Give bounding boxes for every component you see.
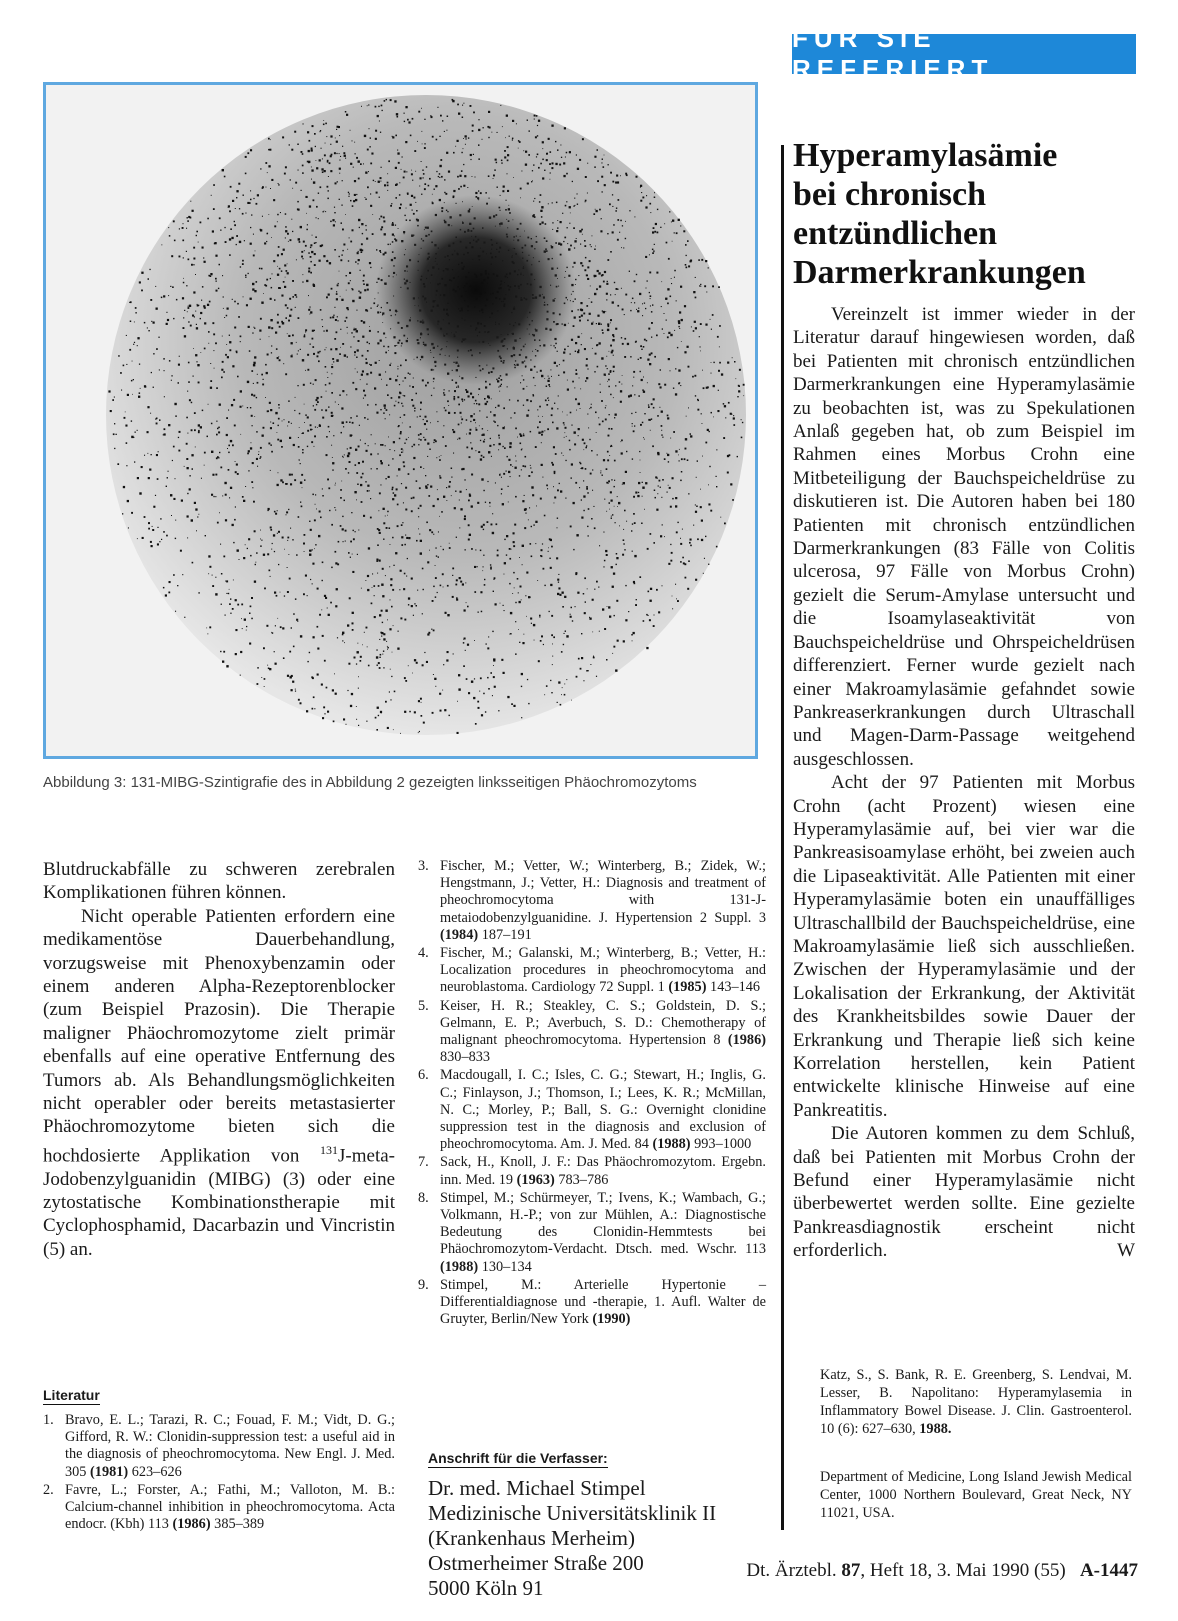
ref-text: Sack, H., Knoll, J. F.: Das Phäochromozytom. Ergebn. inn. Med. 19 [440, 1154, 766, 1188]
page-footer [600, 1560, 1138, 1582]
literature-list-left [43, 1412, 395, 1534]
ref-number: 2. [43, 1481, 54, 1498]
ref-year: (1988) [440, 1258, 479, 1275]
literature-item [418, 945, 766, 997]
isotope-superscript: 131 [320, 1142, 339, 1157]
ref-number: 7. [418, 1154, 429, 1171]
headline-line: entzündlichen [793, 215, 998, 252]
address-line: Ostmerheimer Straße 200 [428, 1551, 644, 1575]
ref-year: (1963) [516, 1171, 555, 1188]
body-paragraph-text: Nicht operable Patienten erfordern eine medikamentöse Dauerbehandlung, vorzugsweise mit Phenoxybenzamin oder einem anderen Alpha-Rezeptorenblocker (zum Beispiel Prazosin). Die Therapie maligner Phäochromozytome zielt primär ebenfalls auf eine operative Entfernung des Tumors ab. Als Behandlungsmöglichkeiten nicht operabler oder bereits metastasierter Phäochromozytome bieten sich die hochdosierte Applikation von [43, 905, 395, 1167]
ref-text: Bravo, E. L.; Tarazi, R. C.; Fouad, F. M.; Vidt, D. G.; Gifford, R. W.: Clonidin-suppression test: a useful aid in the diagnosis of pheochromocytoma. New Engl. J. Med. 305 [65, 1412, 395, 1480]
scintigraphy-figure [43, 82, 758, 759]
address-line: Medizinische Universitätsklinik II [428, 1501, 717, 1525]
ref-pages: 783–786 [554, 1171, 609, 1188]
ref-pages: 385–389 [210, 1516, 265, 1533]
left-column-body [43, 858, 395, 1261]
literature-item [418, 1067, 766, 1153]
reference-year: 1988. [919, 1421, 952, 1437]
ref-text: Fischer, M.; Vetter, W.; Winterberg, B.; Zidek, W.; Hengstmann, J.; Vetter, H.: Diagnosis and treatment of pheochromocytoma with 131-J-metaiodobenzylguanidine. J. Hypertension 2 Suppl. 3 [440, 858, 766, 926]
ref-text: Stimpel, M.: Arterielle Hypertonie – Differentialdiagnose und -therapie, 1. Aufl. Walter de Gruyter, Berlin/New York [440, 1276, 766, 1328]
article-headline [793, 136, 1138, 292]
literature-item [418, 1154, 766, 1188]
ref-pages: 130–134 [478, 1258, 532, 1275]
ref-number: 8. [418, 1189, 429, 1206]
ref-pages: 623–626 [128, 1463, 182, 1480]
ref-pages: 187–191 [478, 926, 532, 943]
ref-number: 1. [43, 1412, 54, 1428]
ref-number: 5. [418, 997, 429, 1014]
ref-year: (1985) [668, 979, 707, 996]
ref-year: (1986) [727, 1032, 766, 1049]
footer-volume: 87 [841, 1560, 861, 1581]
ref-text: Macdougall, I. C.; Isles, C. G.; Stewart, H.; Inglis, G. C.; Finlayson, J.; Thomson, I.; Lees, K. R.; McMillan, N. C.; Morley, P.; Ball, S. G.: Overnight clonidine suppression test in the diagnosis and exclusion of pheochromocytoma. Am. J. Med. 84 [440, 1067, 766, 1153]
article-paragraph-text: Die Autoren kommen zu dem Schluß, daß bei Patienten mit Morbus Crohn der Befund einer Hyperamylasämie nicht überbewertet werden sollte. Eine gezielte Pankreasdiagnostik erscheint nicht erforderlich. [793, 1123, 1135, 1262]
ref-text: Keiser, H. R.; Steakley, C. S.; Goldstein, D. S.; Gelmann, E. P.; Averbuch, S. D.: Chemotherapy of malignant pheochromocytoma. Hypertension 8 [440, 997, 766, 1049]
literature-item [418, 1190, 766, 1276]
ref-pages: 143–146 [706, 979, 761, 996]
reference-text: Katz, S., S. Bank, R. E. Greenberg, S. Lendvai, M. Lesser, B. Napolitano: Hyperamylasemia in Inflammatory Bowel Disease. J. Clin. Gastroenterol. 10 (6): 627–630, [820, 1367, 1132, 1437]
column-rule [781, 145, 784, 1530]
ref-number: 4. [418, 945, 429, 962]
footer-issue: , Heft 18, 3. Mai 1990 (55) [860, 1560, 1066, 1581]
headline-line: Hyperamylasämie [793, 137, 1058, 174]
ref-number: 3. [418, 858, 429, 874]
ref-number: 9. [418, 1276, 429, 1293]
literature-list-middle [418, 858, 766, 1329]
ref-text: Fischer, M.; Galanski, M.; Winterberg, B.; Vetter, H.: Localization procedures in pheochromocytoma and neuroblastoma. Cardiology 72 Suppl. 1 [440, 945, 766, 996]
literature-item [43, 1482, 395, 1534]
literature-item [418, 998, 766, 1067]
figure-caption: Abbildung 3: 131-MIBG-Szintigrafie des in Abbildung 2 gezeigten linksseitigen Phäochromozytoms [43, 774, 697, 791]
footer-page: A-1447 [1079, 1560, 1138, 1581]
literature-item [418, 858, 766, 944]
ref-year: (1984) [440, 926, 479, 943]
article-body [793, 303, 1135, 1263]
article-reference [820, 1366, 1132, 1438]
ref-year: (1990) [592, 1311, 631, 1328]
footer-journal: Dt. Ärztebl. [746, 1560, 842, 1581]
literature-heading: Literatur [43, 1387, 100, 1403]
ref-pages: 993–1000 [690, 1136, 752, 1153]
ref-year: (1986) [172, 1516, 211, 1533]
address-line: (Krankenhaus Merheim) [428, 1526, 636, 1550]
address-line: 5000 Köln 91 [428, 1576, 544, 1600]
literature-item [43, 1412, 395, 1481]
affiliation: Department of Medicine, Long Island Jewish Medical Center, 1000 Northern Boulevard, Great Neck, NY 11021, USA. [820, 1469, 1132, 1521]
ref-year: (1981) [90, 1463, 129, 1480]
headline-line: Darmerkrankungen [793, 254, 1086, 291]
headline-line: bei chronisch [793, 176, 987, 213]
body-paragraph-text: J-meta-Jodobenzylguanidin (MIBG) (3) oder eine zytostatische Kombinationstherapie mit Cyclophosphamid, Dacarbazin und Vincristin (5) an. [43, 1145, 395, 1260]
author-initial: W [1117, 1240, 1135, 1262]
ref-text: Favre, L.; Forster, A.; Fathi, M.; Valloton, M. B.: Calcium-channel inhibition in pheochromocytoma. Acta endocr. (Kbh) 113 [65, 1481, 395, 1533]
body-paragraph: Blutdruckabfälle zu schweren zerebralen Komplikationen führen können. [43, 859, 395, 904]
article-paragraph: Acht der 97 Patienten mit Morbus Crohn (acht Prozent) wiesen eine Hyperamylasämie auf, bei vier war die Pankreasisoamylase erhöht, bei zweien auch die Lipaseaktivität. Alle Patienten mit einer Hyperamylasämie boten ein unauffälliges Ultraschallbild der Bauchspeicheldrüse, eine Makroamylasämie ließ sich ausschließen. Zwischen der Hyperamylasämie und der Lokalisation der Erkrankung, der Aktivität des Krankheitsbildes sowie Dauer der Erkrankung und Therapie ließ sich keine Korrelation herstellen, kein Patient entwickelte klinische Hinweise auf eine Pankreatitis. [793, 772, 1135, 1121]
literature-item [418, 1277, 766, 1329]
ref-number: 6. [418, 1067, 429, 1084]
scintigraphy-image [46, 85, 755, 756]
article-paragraph [793, 1122, 1135, 1262]
section-badge: FÜR SIE REFERIERT [792, 34, 1136, 74]
ref-pages: 830–833 [440, 1049, 491, 1066]
address-line: Dr. med. Michael Stimpel [428, 1476, 646, 1500]
address-heading: Anschrift für die Verfasser: [428, 1450, 608, 1466]
ref-text: Stimpel, M.; Schürmeyer, T.; Ivens, K.; Wambach, G.; Volkmann, H.-P.; von zur Mühlen, A.: Diagnostische Bedeutung des Clonidin-Hemmtests bei Phäochromozytom-Verdacht. Dtsch. med. Wschr. 113 [440, 1189, 766, 1258]
body-paragraph [43, 905, 395, 1261]
author-address [428, 1476, 768, 1601]
ref-year: (1988) [652, 1136, 691, 1153]
article-paragraph: Vereinzelt ist immer wieder in der Literatur darauf hingewiesen worden, daß bei Patienten mit chronisch entzündlichen Darmerkrankungen eine Hyperamylasämie zu beobachten ist, was zu Spekulationen Anlaß gegeben hat, ob zum Beispiel im Rahmen eines Morbus Crohn eine Mitbeteiligung der Bauchspeicheldrüse zu diskutieren ist. Die Autoren haben bei 180 Patienten mit chronisch entzündlichen Darmerkrankungen (83 Fälle von Colitis ulcerosa, 97 Fälle von Morbus Crohn) gezielt die Serum-Amylase untersucht und die Isoamylaseaktivität von Bauchspeicheldrüse und Ohrspeicheldrüsen differenziert. Ferner wurde gezielt nach einer Makroamylasämie gefahndet sowie Pankreaserkrankungen durch Ultraschall und Magen-Darm-Passage weitgehend ausgeschlossen. [793, 304, 1135, 770]
